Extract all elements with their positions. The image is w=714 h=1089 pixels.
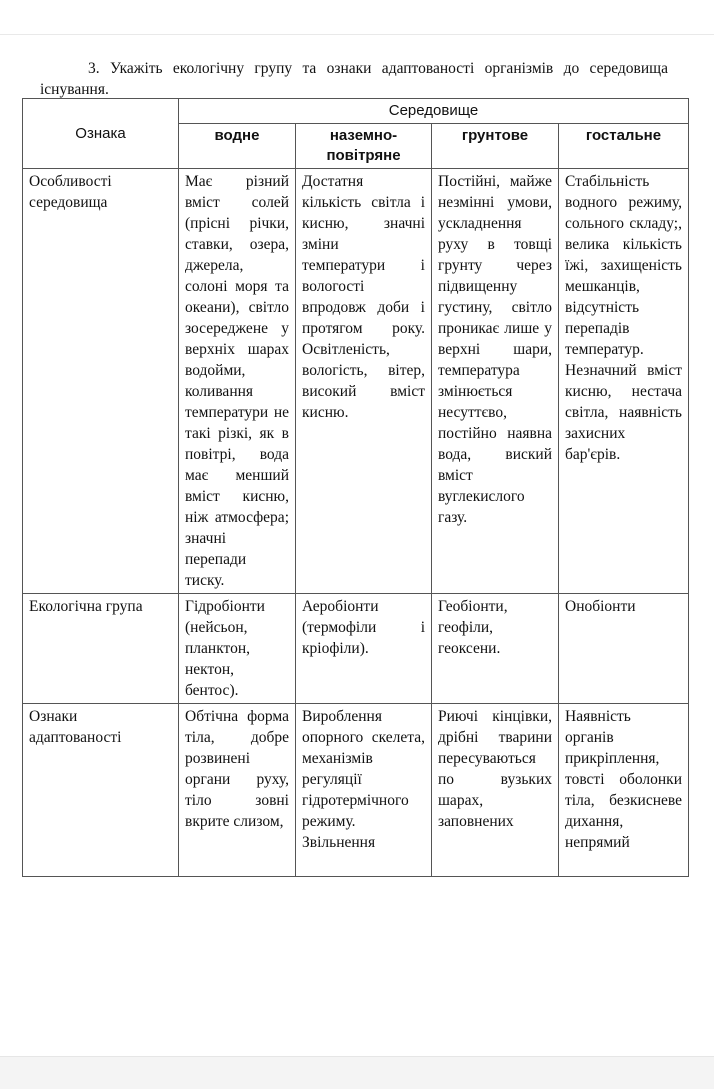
row-label-group: Екологічна група (23, 594, 179, 704)
row-label-adaptation-text: Ознаки адаптованості (29, 708, 122, 746)
header-col-land-air: наземно-повітряне (296, 124, 432, 169)
cell-adaptation-soil-text: Риючі кінцівки, дрібні тварини пересуваються по вузьких шарах, заповнених (438, 708, 552, 830)
page-bottom-band (0, 1056, 714, 1089)
cell-features-land-air: Достатня кількість світла і кисню, значні зміни температури і вологості впродовж доби і протягом року. Освітленість, вологість, вітер, високий вміст кисню. (296, 169, 432, 594)
cell-group-soil: Геобіонти, геофіли, геоксени. (432, 594, 559, 704)
page-top-divider (0, 34, 714, 35)
header-col-water: водне (179, 124, 296, 169)
cell-group-water: Гідробіонти (нейсьон, планктон, нектон, бентос). (179, 594, 296, 704)
header-col-soil: грунтове (432, 124, 559, 169)
cell-adaptation-water-text: Обтічна форма тіла, добре розвинені органи руху, тіло зовні вкрите слизом, (185, 708, 289, 830)
cell-adaptation-soil (432, 704, 559, 877)
header-feature: Ознака (23, 99, 179, 169)
header-environment: Середовище (179, 99, 689, 124)
cell-features-soil: Постійні, майже незмінні умови, ускладнення руху в товщі грунту через підвищенну густину, світло проникає лише у верхні шари, температура змінюється несуттєво, постійно наявна вода, виский вміст вуглекислого газу. (432, 169, 559, 594)
table-row (23, 594, 689, 704)
cell-adaptation-host-text: Наявність органів прикріплення, товсті оболонки тіла, безкисневе дихання, непрямий (565, 708, 682, 851)
cell-adaptation-water (179, 704, 296, 877)
environment-table (22, 98, 689, 877)
row-label-features: Особливості середовища (23, 169, 179, 594)
cell-adaptation-land-air-text: Вироблення опорного скелета, механізмів регуляції гідротермічного режиму. Звільнення (302, 708, 425, 851)
cell-group-land-air: Аеробіонти (термофіли і кріофіли). (296, 594, 432, 704)
question-text: 3. Укажіть екологічну групу та ознаки адаптованості організмів до середовища існування. (40, 60, 668, 98)
cell-adaptation-land-air (296, 704, 432, 877)
header-col-host: гостальне (559, 124, 689, 169)
cell-features-water: Має різний вміст солей (прісні річки, ставки, озера, джерела, солоні моря та океани), світло зосереджене у верхніх шарах водойми, коливання температури не такі різкі, як в повітрі, вода має менший вміст кисню, ніж атмосфера; значні перепади тиску. (179, 169, 296, 594)
cell-group-host: Онобіонти (559, 594, 689, 704)
row-label-adaptation (23, 704, 179, 877)
table-row (23, 704, 689, 877)
cell-adaptation-host (559, 704, 689, 877)
header-row-1 (23, 99, 689, 124)
cell-features-host: Стабільність водного режиму, сольного складу;, велика кількість їжі, захищеність мешканців, відсутність перепадів температур. Незначний вміст кисню, нестача світла, наявність захисних бар'єрів. (559, 169, 689, 594)
table-row (23, 169, 689, 594)
